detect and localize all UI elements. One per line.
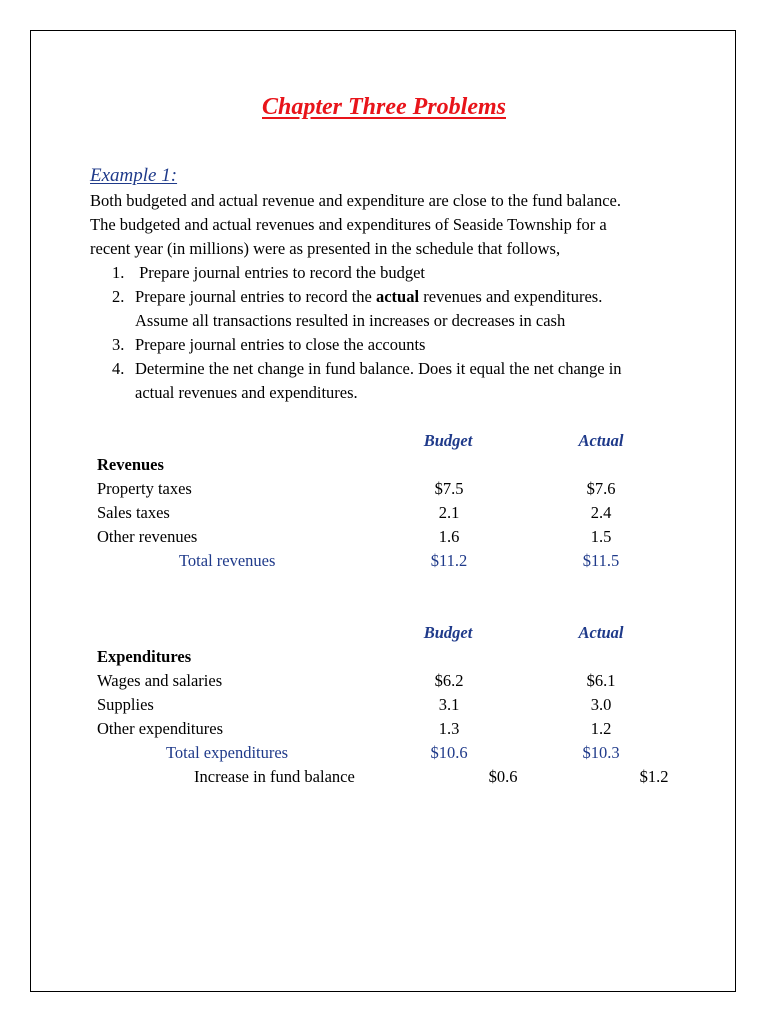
task-number: 1. (112, 263, 125, 282)
total-budget: $10.6 (430, 743, 468, 762)
total-actual: $11.5 (582, 551, 620, 570)
intro-line: The budgeted and actual revenues and expenditures of Seaside Township for a (90, 215, 607, 234)
task-text (135, 285, 690, 309)
row-budget: 1.3 (438, 719, 460, 738)
task-text: Assume all transactions resulted in increases or decreases in cash (135, 311, 566, 330)
row-label: Wages and salaries (97, 671, 223, 690)
total-actual: $10.3 (582, 743, 620, 762)
task-text: Determine the net change in fund balance. Does it equal the net change in (135, 359, 622, 378)
row-label: Property taxes (97, 479, 192, 498)
revenues-heading: Revenues (97, 455, 164, 474)
task-list (90, 261, 690, 405)
row-budget: 3.1 (438, 695, 460, 714)
row-label: Sales taxes (97, 503, 170, 522)
increase-actual: $1.2 (639, 767, 669, 786)
task-number: 2. (112, 287, 125, 306)
increase-label: Increase in fund balance (194, 767, 355, 786)
task-item (90, 333, 690, 357)
task-text: actual revenues and expenditures. (135, 383, 358, 402)
increase-budget: $0.6 (488, 767, 518, 786)
row-budget: $6.2 (434, 671, 464, 690)
task-item (90, 285, 690, 333)
task-number: 3. (112, 335, 125, 354)
total-label: Total revenues (179, 551, 276, 570)
row-actual: 2.4 (590, 503, 612, 522)
task-item (90, 261, 690, 285)
page-title: Chapter Three Problems (262, 94, 506, 120)
expenditures-col-budget: Budget (423, 623, 473, 642)
revenues-col-budget: Budget (423, 431, 473, 450)
row-label: Other expenditures (97, 719, 223, 738)
row-actual: $7.6 (586, 479, 616, 498)
row-actual: 3.0 (590, 695, 612, 714)
intro-line: Both budgeted and actual revenue and expenditure are close to the fund balance. (90, 191, 621, 210)
total-budget: $11.2 (430, 551, 468, 570)
task-text-part: Prepare journal entries to record the (135, 287, 376, 306)
task-text-emphasis: actual (375, 287, 420, 306)
row-budget: 2.1 (438, 503, 460, 522)
row-actual: $6.1 (586, 671, 616, 690)
row-label: Other revenues (97, 527, 198, 546)
revenues-col-actual: Actual (578, 431, 624, 450)
task-text-part: revenues and expenditures. (419, 287, 603, 306)
intro-paragraph (90, 189, 690, 261)
task-number: 4. (112, 359, 125, 378)
total-label: Total expenditures (166, 743, 289, 762)
expenditures-col-actual: Actual (578, 623, 624, 642)
task-text: Prepare journal entries to record the budget (135, 263, 426, 282)
task-text: Prepare journal entries to close the accounts (135, 335, 426, 354)
intro-line: recent year (in millions) were as presented in the schedule that follows, (90, 239, 561, 258)
row-label: Supplies (97, 695, 154, 714)
row-actual: 1.2 (590, 719, 612, 738)
row-budget: 1.6 (438, 527, 460, 546)
row-budget: $7.5 (434, 479, 464, 498)
example-heading: Example 1: (90, 165, 178, 186)
task-item (90, 357, 690, 405)
row-actual: 1.5 (590, 527, 612, 546)
expenditures-heading: Expenditures (97, 647, 192, 666)
